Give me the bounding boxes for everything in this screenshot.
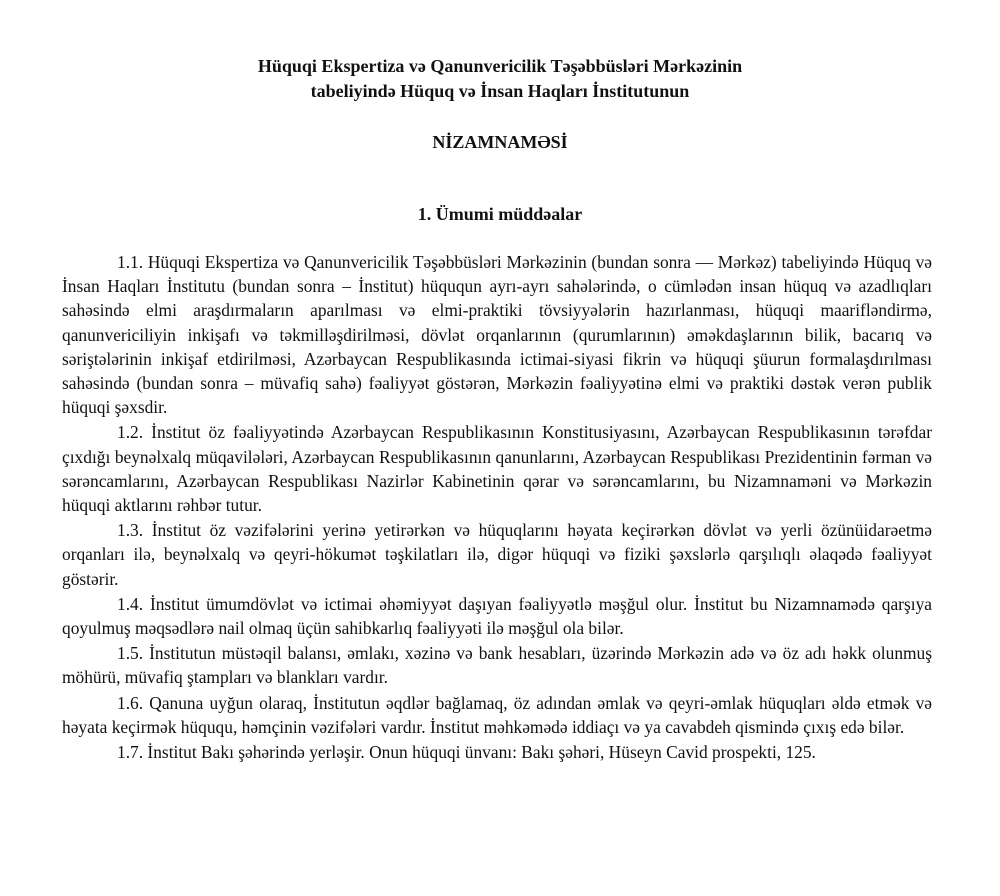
paragraph-1-3: 1.3. İnstitut öz vəzifələrini yerinə yetirərkən və hüquqlarını həyata keçirərkən dövlət və yerli özünüidarəetmə orqanları ilə, beynəlxalq və qeyri-hökumət təşkilatları ilə, digər hüquqi və fiziki şəxslərlə qarşılıqlı əlaqədə fəaliyyət göstərir. — [62, 520, 932, 589]
paragraph-1-4: 1.4. İnstitut ümumdövlət və ictimai əhəmiyyət daşıyan fəaliyyətlə məşğul olur. İnstitut bu Nizamnamədə qarşıya qoyulmuş məqsədlərə nail olmaq üçün sahibkarlıq fəaliyyəti ilə məşğul ola bilər. — [62, 593, 932, 639]
document-type-heading: NİZAMNAMƏSİ — [432, 132, 568, 152]
paragraph-1-5: 1.5. İnstitutun müstəqil balansı, əmlakı, xəzinə və bank hesabları, üzərində Mərkəzin adə və öz adı həkk olunmuş möhürü, müvafiq ştampları və blankları vardır. — [62, 643, 932, 688]
paragraph-1-2: 1.2. İnstitut öz fəaliyyətində Azərbaycan Respublikasının Konstitusiyasını, Azərbaycan Respublikasının tərəfdar çıxdığı beynəlxalq müqavilələri, Azərbaycan Respublikasının qanunlarını, Azərbaycan Respublikası Prezidentinin fərman və sərəncamlarını, Azərbaycan Respublikası Nazirlər Kabinetinin qərar və sərəncamlarını, bu Nizamnaməni və Mərkəzin hüquqi aktlarını rəhbər tutur. — [62, 422, 932, 516]
document-title-line-1: Hüquqi Ekspertiza və Qanunvericilik Təşəbbüsləri Mərkəzinin — [257, 56, 743, 76]
paragraph-1-1: 1.1. Hüquqi Ekspertiza və Qanunvericilik Təşəbbüsləri Mərkəzinin (bundan sonra — Mərkəz) tabeliyində Hüquq və İnsan Haqları İnstitutu (bundan sonra – İnstitut) hüququn ayrı-ayrı sahələrində, o cümlədən insan hüquq və azadlıqları sahəsində elmi araşdırmaların aparılması və elmi-praktiki tövsiyyələrin hazırlanması, hüquqi maarifləndirmə, qanunvericiliyin inkişafı və təkmilləşdirilməsi, dövlət orqanlarının (qurumlarının) əməkdaşlarının bilik, bacarıq və səriştələrinin inkişaf etdirilməsi, Azərbaycan Respublikasında ictimai-siyasi fikrin və hüquqi şüurun formalaşdırılması sahəsində (bundan sonra – müvafiq sahə) fəaliyyət göstərən, Mərkəzin fəaliyyətinə elmi və praktiki dəstək verən publik hüquqi şəxsdir. — [62, 252, 932, 418]
section-heading: 1. Ümumi müddəalar — [417, 204, 583, 224]
paragraph-1-6: 1.6. Qanuna uyğun olaraq, İnstitutun əqdlər bağlamaq, öz adından əmlak və qeyri-əmlak hüquqları əldə etmək və həyata keçirmək hüququ, həmçinin vəzifələri vardır. İnstitut məhkəmədə iddiaçı və ya cavabdeh qismində çıxış edə bilər. — [62, 692, 932, 737]
document-body — [62, 250, 932, 765]
document-title-line-2: tabeliyində Hüquq və İnsan Haqları İnstitutunun — [310, 81, 690, 101]
paragraph-1-7: 1.7. İnstitut Bakı şəhərində yerləşir. Onun hüquqi ünvanı: Bakı şəhəri, Hüseyn Cavid prospekti, 125. — [117, 742, 816, 763]
